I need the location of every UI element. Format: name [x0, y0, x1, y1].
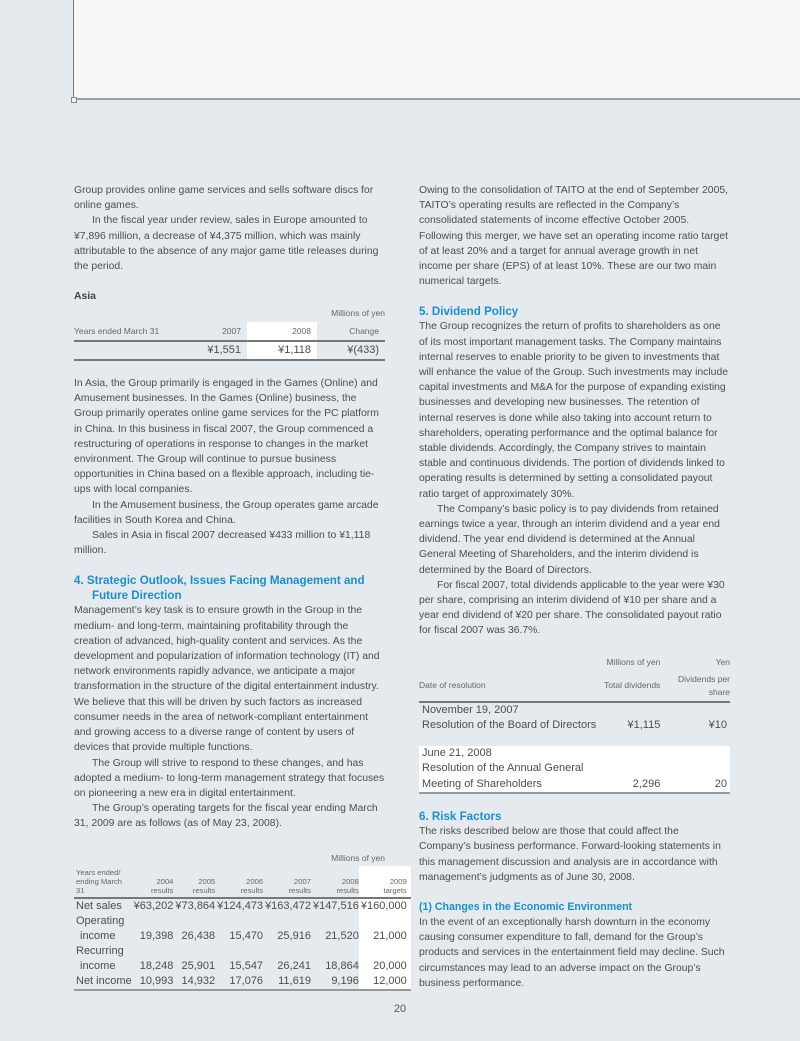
- dividends-col-header: Total dividends: [596, 671, 660, 702]
- dividends-table: [419, 654, 730, 795]
- left-column: [74, 183, 407, 991]
- table-row: Net income 10,993 14,932 17,076 11,619 9,196 12,000: [74, 974, 411, 990]
- table-row: Meeting of Shareholders 2,296 20: [419, 777, 730, 794]
- table-row: November 19, 2007: [422, 703, 519, 716]
- asia-heading: Asia: [74, 291, 96, 303]
- targets-col-header: 2005 results: [173, 866, 215, 898]
- asia-paragraph-1: In Asia, the Group primarily is engaged in the Games (Online) and Amusement businesses. In the Games (Online) business, the Group primarily operates online game services for the PC platform in China. In this business in fiscal 2007, the Group commenced a restructuring of operations in response to changes in the market environment. The Group will continue to pursue business opportunities in China based on a flexible approach, including tie-ups with local companies.: [74, 378, 379, 496]
- right-column: [419, 183, 730, 991]
- table-row: Resolution of the Board of Directors ¥1,115 ¥10: [422, 719, 727, 732]
- table-row: June 21, 2008: [419, 746, 730, 762]
- asia-table-unit: Millions of yen: [331, 308, 385, 319]
- asia-paragraph-2: In the Amusement business, the Group operates game arcade facilities in South Korea and China.: [74, 499, 379, 526]
- asia-col-header: Change: [317, 322, 385, 341]
- asia-paragraph-3: Sales in Asia in fiscal 2007 decreased ¥433 million to ¥1,118 million.: [74, 530, 371, 557]
- europe-paragraph-2: In the fiscal year under review, sales in Europe amounted to ¥7,896 million, a decrease of ¥4,375 million, which was mainly attributable to the absence of any major game title releases during the period.: [74, 215, 379, 273]
- section-6-paragraph-1: The risks described below are those that could affect the Company’s business performance. Forward-looking statements in this management discussion and analysis are in accordance with management’s judgments as of June 30, 2008.: [419, 826, 721, 883]
- dividends-col-header: Dividends per share: [660, 671, 730, 702]
- table-row: Recurring: [74, 944, 411, 959]
- risk-1-heading: (1) Changes in the Economic Environment: [419, 901, 633, 913]
- section-5-heading: 5. Dividend Policy: [419, 305, 519, 319]
- targets-table-unit: Millions of yen: [331, 852, 385, 863]
- table-row: Resolution of the Annual General: [419, 761, 730, 777]
- europe-paragraph-1: Group provides online game services and sells software discs for online games.: [74, 185, 374, 212]
- section-4-paragraph-1: Management’s key task is to ensure growth in the Group in the medium- and long-term, maintaining profitability through the creation of advanced, high-quality content and services. As the development and popularization of information technology (IT) and network environments rapidly advance, we anticipate a major transformation in the structure of the digital entertainment industry. We believe that this will be driven by such factors as increased consumer needs in the area of network-compliant entertainment and growing access to a diverse range of content by users of devices that provide multiple functions.: [74, 605, 380, 754]
- page-number: 20: [393, 1003, 407, 1015]
- table-row: ¥1,551 ¥1,118 ¥(433): [74, 341, 385, 360]
- targets-col-header: 2006 results: [215, 866, 263, 898]
- section-5-paragraph-2: The Company’s basic policy is to pay dividends from retained earnings twice a year, through an interim dividend and a year end dividend. The year end dividend is determined at the Annual General Meeting of Shareholders, and the interim dividend is determined by the Board of Directors.: [419, 503, 720, 576]
- table-row: income 19,398 26,438 15,470 25,916 21,520 21,000: [74, 929, 411, 944]
- table-row: Net sales ¥63,202 ¥73,864 ¥124,473 ¥163,472 ¥147,516 ¥160,000: [74, 898, 411, 914]
- table-row: Operating: [74, 914, 411, 929]
- page-header-frame: [73, 0, 800, 100]
- dividends-unit-per-share: Yen: [715, 656, 730, 667]
- taito-paragraph: Owing to the consolidation of TAITO at the end of September 2005, TAITO’s operating results are reflected in the Company’s consolidated statements of income effective October 2005. Following this merger, we have set an operating income ratio target of at least 20% and a target for annual average growth in net income per share (EPS) of at least 10%. These are our two main numerical targets.: [419, 185, 729, 288]
- section-4-paragraph-3: The Group’s operating targets for the fiscal year ending March 31, 2009 are as follows (as of May 23, 2008).: [74, 803, 378, 830]
- section-5-paragraph-3: For fiscal 2007, total dividends applicable to the year were ¥30 per share, comprising an interim dividend of ¥10 per share and a year end dividend of ¥20 per share. The consolidated payout ratio for fiscal 2007 was 36.7%.: [419, 579, 725, 637]
- dividends-unit-total: Millions of yen: [606, 656, 661, 667]
- targets-col-header: 2007 results: [263, 866, 311, 898]
- frame-corner-marker: [71, 97, 77, 103]
- asia-sales-table: [74, 322, 385, 361]
- targets-col-header: 2009 targets: [359, 866, 411, 898]
- operating-targets-table: [74, 866, 411, 991]
- risk-1-paragraph: In the event of an exceptionally harsh downturn in the economy causing consumer expenditure to fall, demand for the Group’s products and services in the entertainment field may decline. Such circumstances may lead to an adverse impact on the Group’s business performance.: [419, 917, 725, 989]
- asia-col-header: 2008: [247, 322, 317, 341]
- dividends-col-header: Date of resolution: [419, 671, 596, 702]
- targets-col-header: 2004 results: [132, 866, 174, 898]
- section-4-heading: 4. Strategic Outlook, Issues Facing Management and Future Direction: [74, 574, 365, 603]
- targets-col-header: Years ended/ ending March 31: [74, 866, 132, 898]
- asia-col-header: Years ended March 31: [74, 322, 179, 341]
- targets-col-header: 2008 results: [311, 866, 359, 898]
- asia-col-header: 2007: [179, 322, 247, 341]
- table-row: income 18,248 25,901 15,547 26,241 18,864 20,000: [74, 959, 411, 974]
- section-4-paragraph-2: The Group will strive to respond to these changes, and has adopted a medium- to long-term management strategy that focuses on pioneering a new era in digital entertainment.: [74, 757, 385, 799]
- section-5-paragraph-1: The Group recognizes the return of profits to shareholders as one of its most important management tasks. The Company maintains internal reserves to enable priority to be given to investments that will enhance the value of the Group. Such investments may include capital investments and M&A for the purpose of expanding existing businesses and developing new businesses. The retention of internal reserves is done while also taking into account return to shareholders, operating performance and the optimal balance for stable dividends. Accordingly, the Company strives to maintain stable and continuous dividends. The portion of dividends linked to operating results is determined by setting a consolidated payout ratio target of approximately 30%.: [419, 321, 729, 500]
- section-6-heading: 6. Risk Factors: [419, 810, 502, 824]
